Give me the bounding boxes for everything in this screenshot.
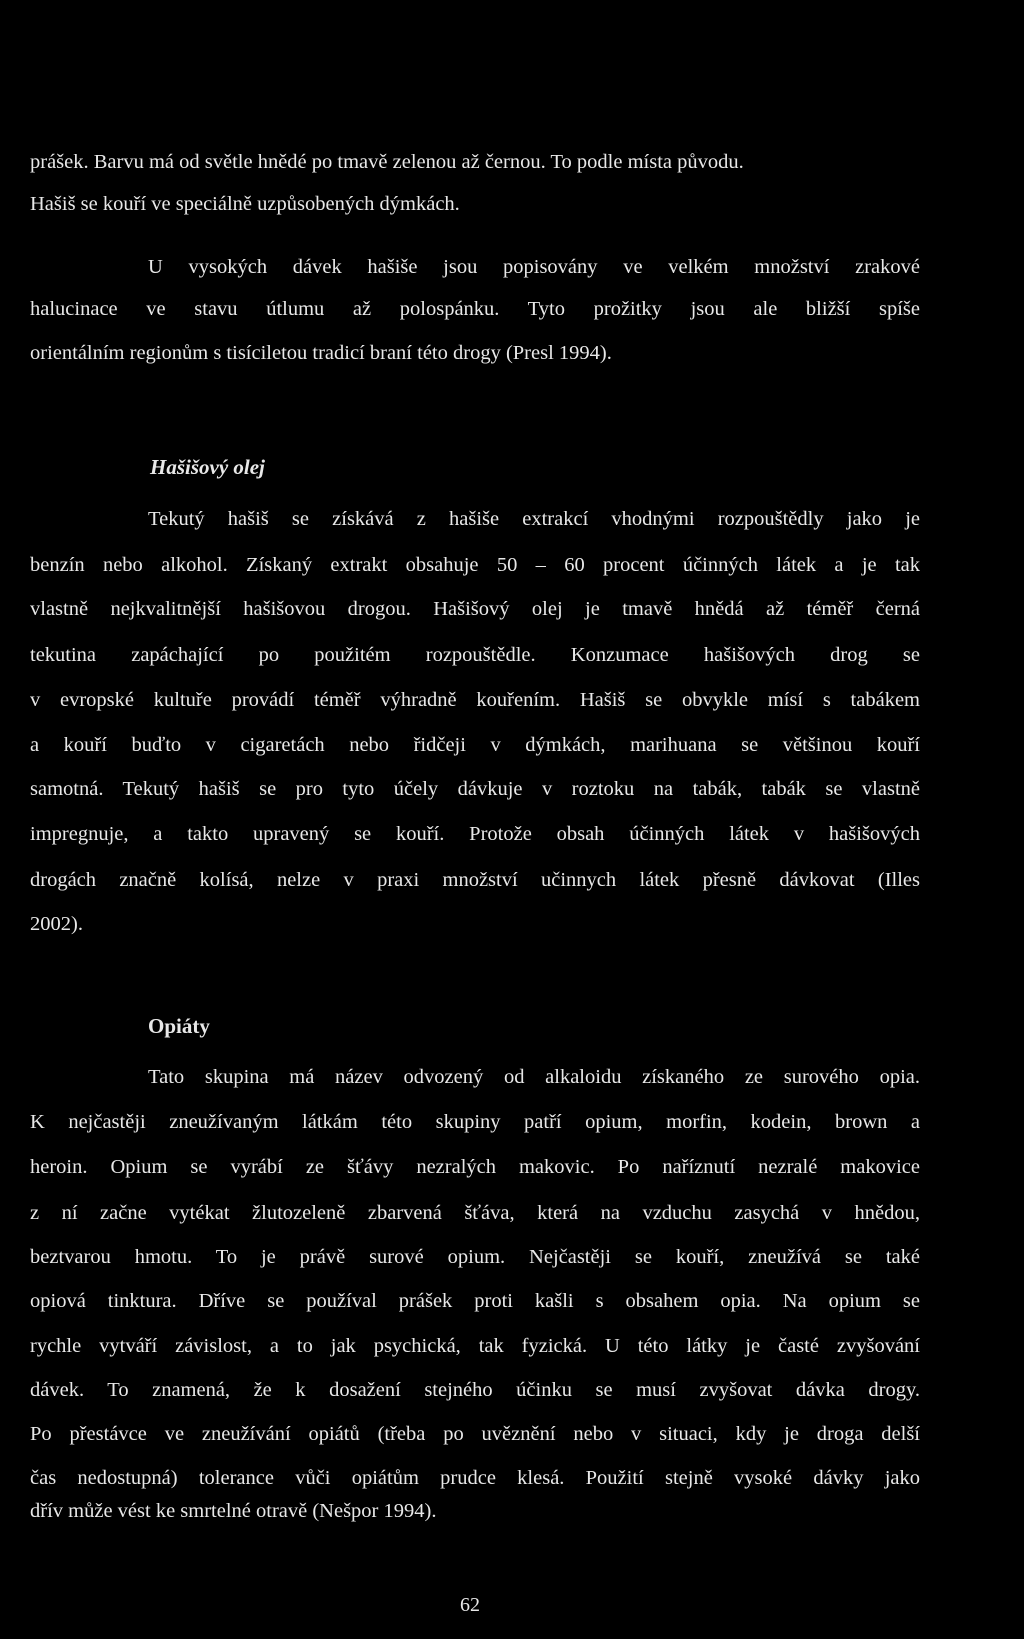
hasisovy-olej-line-5: v evropské kultuře provádí téměř výhradně kouřením. Hašiš se obvykle mísí s tabákem	[30, 689, 920, 711]
section-heading-opiaty: Opiáty	[148, 1014, 210, 1038]
hasisovy-olej-line-6: a kouří buďto v cigaretách nebo řidčeji v dýmkách, marihuana se většinou kouří	[30, 734, 920, 756]
opiaty-line-10: čas nedostupná) tolerance vůči opiátům prudce klesá. Použití stejně vysoké dávky jako	[30, 1467, 920, 1489]
hasisovy-olej-line-4: tekutina zapáchající po použitém rozpouštědle. Konzumace hašišových drog se	[30, 644, 920, 666]
hasisovy-olej-line-8: impregnuje, a takto upravený se kouří. Protože obsah účinných látek v hašišových	[30, 823, 920, 845]
opiaty-line-3: heroin. Opium se vyrábí ze šťávy nezralých makovic. Po naříznutí nezralé makovice	[30, 1156, 920, 1178]
opiaty-line-5: beztvarou hmotu. To je právě surové opium. Nejčastěji se kouří, zneužívá se také	[30, 1246, 920, 1268]
hasisovy-olej-line-1: Tekutý hašiš se získává z hašiše extrakcí vhodnými rozpouštědly jako je	[148, 508, 920, 530]
opiaty-line-1: Tato skupina má název odvozený od alkaloidu získaného ze surového opia.	[148, 1066, 920, 1088]
page-number: 62	[460, 1594, 480, 1616]
hasisovy-olej-line-10: 2002).	[30, 913, 83, 935]
opiaty-line-9: Po přestávce ve zneužívání opiátů (třeba po uvěznění nebo v situaci, kdy je droga delší	[30, 1423, 920, 1445]
opiaty-line-6: opiová tinktura. Dříve se používal prášek proti kašli s obsahem opia. Na opium se	[30, 1290, 920, 1312]
hasisovy-olej-line-7: samotná. Tekutý hašiš se pro tyto účely dávkuje v roztoku na tabák, tabák se vlastně	[30, 778, 920, 800]
opiaty-line-2: K nejčastěji zneužívaným látkám této skupiny patří opium, morfin, kodein, brown a	[30, 1111, 920, 1133]
opiaty-line-11: dřív může vést ke smrtelné otravě (Nešpor 1994).	[30, 1500, 437, 1522]
section-heading-hasisovy-olej: Hašišový olej	[150, 455, 265, 479]
paragraph-2-line-2: halucinace ve stavu útlumu až polospánku. Tyto prožitky jsou ale bližší spíše	[30, 298, 920, 320]
opiaty-line-4: z ní začne vytékat žlutozeleně zbarvená šťáva, která na vzduchu zasychá v hnědou,	[30, 1202, 920, 1224]
hasisovy-olej-line-2: benzín nebo alkohol. Získaný extrakt obsahuje 50 – 60 procent účinných látek a je tak	[30, 554, 920, 576]
paragraph-2-line-1: U vysokých dávek hašiše jsou popisovány ve velkém množství zrakové	[148, 256, 920, 278]
paragraph-1-line-2: Hašiš se kouří ve speciálně uzpůsobených dýmkách.	[30, 193, 460, 215]
paragraph-1-line-1: prášek. Barvu má od světle hnědé po tmavě zelenou až černou. To podle místa původu.	[30, 151, 744, 173]
opiaty-line-8: dávek. To znamená, že k dosažení stejného účinku se musí zvyšovat dávka drogy.	[30, 1379, 920, 1401]
opiaty-line-7: rychle vytváří závislost, a to jak psychická, tak fyzická. U této látky je časté zvyšování	[30, 1335, 920, 1357]
hasisovy-olej-line-3: vlastně nejkvalitnější hašišovou drogou. Hašišový olej je tmavě hnědá až téměř černá	[30, 598, 920, 620]
paragraph-2-line-3: orientálním regionům s tisíciletou tradicí braní této drogy (Presl 1994).	[30, 342, 612, 364]
hasisovy-olej-line-9: drogách značně kolísá, nelze v praxi množství učinnych látek přesně dávkovat (Illes	[30, 869, 920, 891]
